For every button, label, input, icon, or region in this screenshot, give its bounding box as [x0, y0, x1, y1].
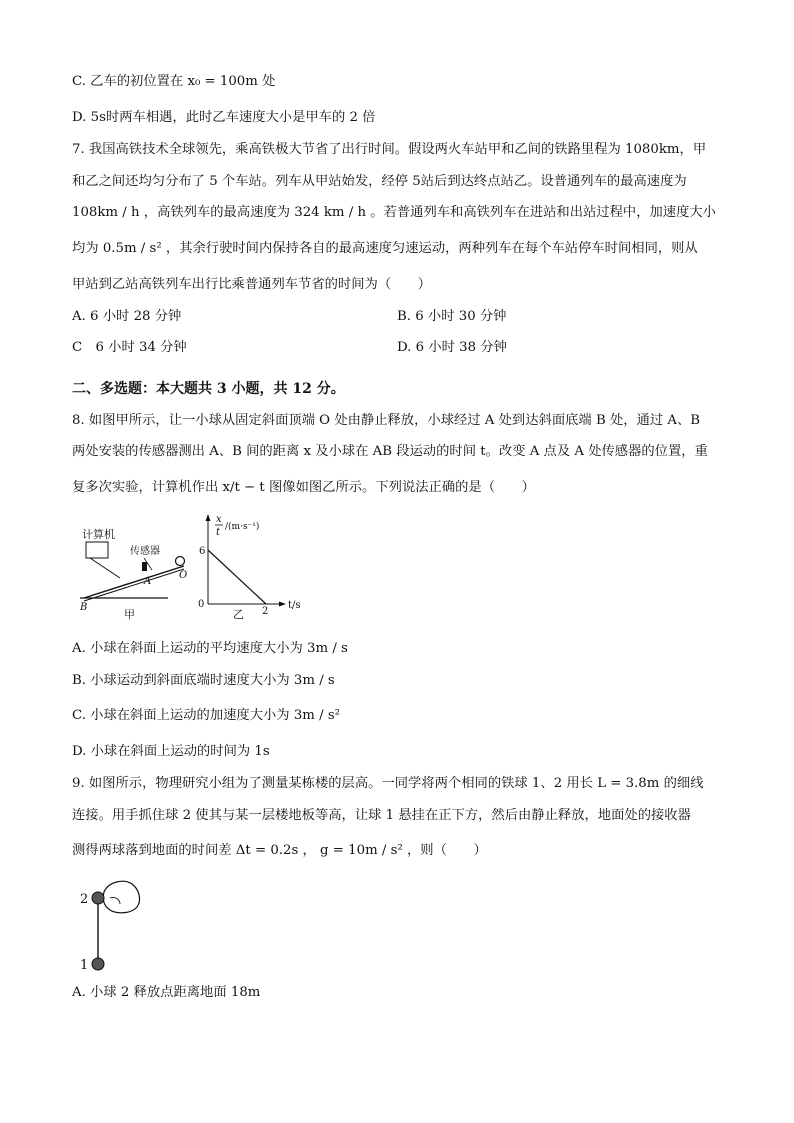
point-O-label: O: [179, 570, 188, 581]
q9-option-a: A. 小球 2 释放点距离地面 18m: [72, 985, 261, 1000]
y-label-t: t: [216, 527, 221, 538]
q9-stem-line-3: 测得两球落到地面的时间差 Δt = 0.2s ， g = 10m / s² ，则（ ）: [72, 843, 487, 858]
graph-line: [208, 550, 266, 604]
q7-stem-line-2: 和乙之间还均匀分布了 5 个车站。列车从甲站始发，经停 5站后到达终点站乙。设普通列车的最高速度为: [72, 174, 687, 189]
sensor-icon: [142, 562, 147, 571]
figure-yi-caption: 乙: [233, 608, 244, 621]
section-heading-multiple-choice: 二、多选题：本大题共 3 小题，共 12 分。: [72, 381, 345, 397]
q9-stem-line-1: 9. 如图所示，物理研究小组为了测量某栋楼的层高。一同学将两个相同的铁球 1、2 用长 L = 3.8m 的细线: [72, 776, 704, 791]
hand-icon: [103, 881, 139, 913]
figure-jia-caption: 甲: [124, 608, 135, 621]
q7-option-d: D. 6 小时 38 分钟: [397, 340, 507, 355]
q6-option-d: D. 5s时两车相遇，此时乙车速度大小是甲车的 2 倍: [72, 110, 376, 125]
incline-top-edge: [84, 566, 184, 598]
q8-option-d: D. 小球在斜面上运动的时间为 1s: [72, 744, 270, 759]
q7-stem-line-5: 甲站到乙站高铁列车出行比乘普通列车节省的时间为（ ）: [72, 277, 432, 292]
q9-figure-hanging-balls: [76, 876, 156, 976]
point-A-label: A: [144, 576, 152, 587]
q8-stem-line-2: 两处安装的传感器测出 A、B 间的距离 x 及小球在 AB 段运动的时间 t。改变 A 点及 A 处传感器的位置，重: [72, 444, 708, 459]
q7-stem-line-3: 108km / h ，高铁列车的最高速度为 324 km / h 。若普通列车和高铁列车在进站和出站过程中，加速度大小: [72, 205, 716, 220]
q6-option-c: C. 乙车的初位置在 x₀ = 100m 处: [72, 74, 276, 89]
ball-at-O: [176, 557, 185, 566]
q8-option-c: C. 小球在斜面上运动的加速度大小为 3m / s²: [72, 708, 340, 723]
q8-option-b: B. 小球运动到斜面底端时速度大小为 3m / s: [72, 673, 335, 688]
point-B-label: B: [80, 602, 88, 613]
incline-bottom-edge: [84, 569, 184, 601]
q7-stem-line-1: 7. 我国高铁技术全球领先，乘高铁极大节省了出行时间。假设两火车站甲和乙间的铁路里程为 1080km，甲: [72, 142, 707, 157]
x-axis-arrow-icon: [279, 602, 286, 607]
computer-label: 计算机: [82, 528, 115, 541]
q8-stem-line-1: 8. 如图甲所示，让一小球从固定斜面顶端 O 处由静止释放，小球经过 A 处到达斜面底端 B 处，通过 A、B: [72, 413, 701, 428]
q7-option-c: C 6 小时 34 分钟: [72, 340, 187, 355]
ball-1-icon: [92, 958, 104, 970]
q8-stem-line-3: 复多次实验，计算机作出 x/t − t 图像如图乙所示。下列说法正确的是（ ）: [72, 480, 535, 495]
q7-option-a: A. 6 小时 28 分钟: [72, 309, 182, 324]
ball-1-label: 1: [80, 958, 89, 973]
ball-2-icon: [92, 892, 104, 904]
q8-figures: [76, 512, 316, 622]
y-label-x: x: [216, 514, 222, 525]
q7-option-b: B. 6 小时 30 分钟: [397, 309, 507, 324]
computer-icon: [86, 542, 108, 558]
figure-jia: [79, 527, 187, 621]
ball-2-label: 2: [80, 892, 89, 907]
x-tick-label: 2: [262, 606, 269, 617]
q9-stem-line-2: 连接。用手抓住球 2 使其与某一层楼地板等高，让球 1 悬挂在正下方，然后由静止释放，地面处的接收器: [72, 808, 691, 823]
computer-cable: [90, 558, 120, 578]
sensor-label: 传感器: [130, 546, 160, 557]
x-axis-label: t/s: [288, 600, 301, 611]
y-unit-label: /(m·s⁻¹): [225, 522, 260, 532]
y-tick-label: 6: [199, 546, 206, 557]
q7-stem-line-4: 均为 0.5m / s² ，其余行驶时间内保持各自的最高速度匀速运动，两种列车在每个车站停车时间相同，则从: [72, 241, 698, 256]
origin-label: 0: [198, 599, 205, 610]
q8-option-a: A. 小球在斜面上运动的平均速度大小为 3m / s: [72, 641, 348, 656]
figure-yi-graph: [198, 514, 301, 621]
y-axis-arrow-icon: [206, 514, 211, 521]
